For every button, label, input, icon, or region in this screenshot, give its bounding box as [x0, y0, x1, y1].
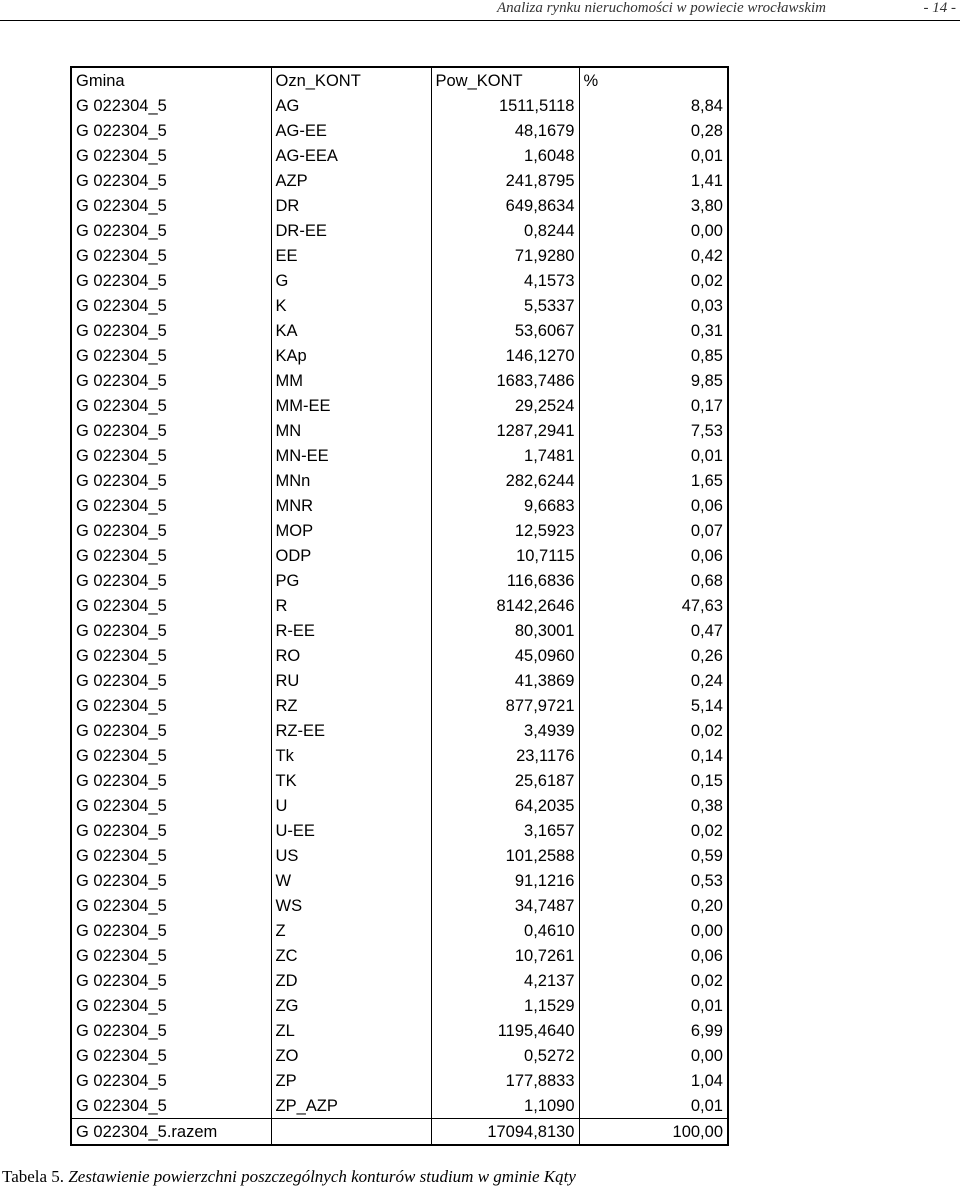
cell-percent: 9,85 — [579, 368, 728, 393]
table-row — [71, 318, 728, 343]
cell-percent: 0,01 — [579, 443, 728, 468]
cell-pow-kont: 80,3001 — [431, 618, 579, 643]
table-row — [71, 768, 728, 793]
cell-ozn-kont: ZP_AZP — [271, 1093, 431, 1119]
cell-gmina: G 022304_5 — [71, 1093, 271, 1119]
cell-gmina: G 022304_5 — [71, 868, 271, 893]
cell-percent: 8,84 — [579, 93, 728, 118]
cell-gmina: G 022304_5 — [71, 168, 271, 193]
page-number: - 14 - — [923, 0, 956, 16]
cell-gmina: G 022304_5 — [71, 293, 271, 318]
cell-pow-kont: 0,5272 — [431, 1043, 579, 1068]
table-row — [71, 168, 728, 193]
cell-pow-kont: 1195,4640 — [431, 1018, 579, 1043]
cell-percent: 0,85 — [579, 343, 728, 368]
cell-percent: 0,02 — [579, 268, 728, 293]
cell-percent: 0,06 — [579, 943, 728, 968]
caption-label: Tabela 5. — [2, 1167, 65, 1186]
cell-pow-kont: 48,1679 — [431, 118, 579, 143]
cell-pow-kont: 17094,8130 — [431, 1119, 579, 1146]
cell-gmina: G 022304_5 — [71, 593, 271, 618]
cell-pow-kont: 53,6067 — [431, 318, 579, 343]
table-row — [71, 868, 728, 893]
cell-pow-kont: 177,8833 — [431, 1068, 579, 1093]
cell-pow-kont: 877,9721 — [431, 693, 579, 718]
cell-percent: 0,15 — [579, 768, 728, 793]
cell-ozn-kont: MNn — [271, 468, 431, 493]
table-row — [71, 268, 728, 293]
cell-percent: 1,04 — [579, 1068, 728, 1093]
table-row — [71, 343, 728, 368]
cell-ozn-kont: RZ — [271, 693, 431, 718]
cell-pow-kont: 12,5923 — [431, 518, 579, 543]
table-row — [71, 1043, 728, 1068]
cell-ozn-kont: MN — [271, 418, 431, 443]
cell-ozn-kont: TK — [271, 768, 431, 793]
cell-percent: 7,53 — [579, 418, 728, 443]
cell-gmina: G 022304_5 — [71, 718, 271, 743]
table-row — [71, 293, 728, 318]
table-row — [71, 743, 728, 768]
cell-ozn-kont: DR-EE — [271, 218, 431, 243]
cell-ozn-kont: Tk — [271, 743, 431, 768]
cell-pow-kont: 1683,7486 — [431, 368, 579, 393]
cell-ozn-kont: ZD — [271, 968, 431, 993]
cell-percent: 0,59 — [579, 843, 728, 868]
cell-ozn-kont: U — [271, 793, 431, 818]
cell-ozn-kont: AG-EE — [271, 118, 431, 143]
table-row — [71, 793, 728, 818]
cell-gmina: G 022304_5 — [71, 918, 271, 943]
cell-ozn-kont: R-EE — [271, 618, 431, 643]
cell-ozn-kont — [271, 1119, 431, 1146]
table-row — [71, 1068, 728, 1093]
cell-pow-kont: 5,5337 — [431, 293, 579, 318]
cell-ozn-kont: MNR — [271, 493, 431, 518]
table-total-row — [71, 1119, 728, 1146]
cell-gmina: G 022304_5 — [71, 93, 271, 118]
cell-ozn-kont: KA — [271, 318, 431, 343]
table-row — [71, 93, 728, 118]
column-header-gmina: Gmina — [71, 67, 271, 93]
cell-pow-kont: 0,8244 — [431, 218, 579, 243]
cell-percent: 6,99 — [579, 1018, 728, 1043]
cell-pow-kont: 9,6683 — [431, 493, 579, 518]
table-row — [71, 118, 728, 143]
cell-gmina: G 022304_5 — [71, 318, 271, 343]
cell-ozn-kont: ODP — [271, 543, 431, 568]
cell-ozn-kont: MM — [271, 368, 431, 393]
cell-gmina: G 022304_5 — [71, 393, 271, 418]
table-row — [71, 593, 728, 618]
cell-percent: 0,02 — [579, 818, 728, 843]
cell-pow-kont: 23,1176 — [431, 743, 579, 768]
cell-gmina: G 022304_5 — [71, 793, 271, 818]
cell-ozn-kont: W — [271, 868, 431, 893]
table-row — [71, 568, 728, 593]
table-row — [71, 143, 728, 168]
cell-gmina: G 022304_5 — [71, 1043, 271, 1068]
contours-table — [70, 66, 729, 1146]
cell-ozn-kont: K — [271, 293, 431, 318]
table-row — [71, 693, 728, 718]
cell-gmina: G 022304_5 — [71, 693, 271, 718]
cell-pow-kont: 1287,2941 — [431, 418, 579, 443]
table-row — [71, 918, 728, 943]
cell-percent: 0,06 — [579, 543, 728, 568]
cell-pow-kont: 25,6187 — [431, 768, 579, 793]
cell-percent: 0,03 — [579, 293, 728, 318]
column-header-pow-kont: Pow_KONT — [431, 67, 579, 93]
cell-percent: 0,06 — [579, 493, 728, 518]
cell-percent: 0,28 — [579, 118, 728, 143]
cell-pow-kont: 41,3869 — [431, 668, 579, 693]
cell-pow-kont: 64,2035 — [431, 793, 579, 818]
cell-gmina: G 022304_5 — [71, 893, 271, 918]
cell-pow-kont: 29,2524 — [431, 393, 579, 418]
cell-percent: 0,01 — [579, 1093, 728, 1119]
cell-ozn-kont: WS — [271, 893, 431, 918]
cell-percent: 0,01 — [579, 143, 728, 168]
cell-gmina: G 022304_5 — [71, 343, 271, 368]
cell-pow-kont: 1,6048 — [431, 143, 579, 168]
cell-pow-kont: 146,1270 — [431, 343, 579, 368]
page-header — [0, 0, 960, 21]
cell-pow-kont: 91,1216 — [431, 868, 579, 893]
cell-gmina: G 022304_5 — [71, 143, 271, 168]
cell-percent: 0,53 — [579, 868, 728, 893]
cell-percent: 0,20 — [579, 893, 728, 918]
cell-ozn-kont: AG — [271, 93, 431, 118]
cell-ozn-kont: ZL — [271, 1018, 431, 1043]
cell-pow-kont: 3,4939 — [431, 718, 579, 743]
cell-percent: 0,31 — [579, 318, 728, 343]
table-row — [71, 1093, 728, 1119]
cell-pow-kont: 1511,5118 — [431, 93, 579, 118]
table-row — [71, 668, 728, 693]
cell-pow-kont: 45,0960 — [431, 643, 579, 668]
cell-gmina: G 022304_5 — [71, 1068, 271, 1093]
cell-percent: 0,24 — [579, 668, 728, 693]
cell-percent: 0,14 — [579, 743, 728, 768]
cell-percent: 0,47 — [579, 618, 728, 643]
cell-ozn-kont: MN-EE — [271, 443, 431, 468]
cell-percent: 0,01 — [579, 993, 728, 1018]
cell-percent: 47,63 — [579, 593, 728, 618]
cell-gmina: G 022304_5 — [71, 368, 271, 393]
cell-ozn-kont: ZO — [271, 1043, 431, 1068]
table-row — [71, 993, 728, 1018]
cell-percent: 0,42 — [579, 243, 728, 268]
cell-gmina: G 022304_5 — [71, 643, 271, 668]
cell-ozn-kont: ZP — [271, 1068, 431, 1093]
cell-pow-kont: 1,7481 — [431, 443, 579, 468]
table-row — [71, 968, 728, 993]
table-caption — [2, 1167, 576, 1187]
cell-percent: 0,02 — [579, 718, 728, 743]
cell-ozn-kont: US — [271, 843, 431, 868]
cell-gmina: G 022304_5 — [71, 543, 271, 568]
table-row — [71, 893, 728, 918]
cell-pow-kont: 241,8795 — [431, 168, 579, 193]
table-row — [71, 193, 728, 218]
cell-pow-kont: 649,8634 — [431, 193, 579, 218]
cell-percent: 0,00 — [579, 218, 728, 243]
table-row — [71, 1018, 728, 1043]
cell-gmina: G 022304_5 — [71, 843, 271, 868]
cell-ozn-kont: ZC — [271, 943, 431, 968]
cell-gmina: G 022304_5 — [71, 618, 271, 643]
cell-percent: 0,38 — [579, 793, 728, 818]
cell-ozn-kont: PG — [271, 568, 431, 593]
cell-ozn-kont: ZG — [271, 993, 431, 1018]
cell-gmina: G 022304_5 — [71, 268, 271, 293]
cell-gmina: G 022304_5 — [71, 568, 271, 593]
cell-gmina: G 022304_5 — [71, 993, 271, 1018]
cell-percent: 100,00 — [579, 1119, 728, 1146]
cell-ozn-kont: MOP — [271, 518, 431, 543]
cell-percent: 0,02 — [579, 968, 728, 993]
caption-text: Zestawienie powierzchni poszczególnych konturów studium w gminie Kąty — [68, 1167, 576, 1186]
cell-pow-kont: 3,1657 — [431, 818, 579, 843]
cell-ozn-kont: MM-EE — [271, 393, 431, 418]
cell-percent: 0,07 — [579, 518, 728, 543]
cell-percent: 0,17 — [579, 393, 728, 418]
cell-gmina: G 022304_5 — [71, 218, 271, 243]
cell-gmina: G 022304_5 — [71, 768, 271, 793]
table-row — [71, 418, 728, 443]
cell-gmina: G 022304_5 — [71, 818, 271, 843]
cell-ozn-kont: EE — [271, 243, 431, 268]
cell-gmina: G 022304_5 — [71, 443, 271, 468]
cell-ozn-kont: RZ-EE — [271, 718, 431, 743]
table-row — [71, 393, 728, 418]
table-row — [71, 718, 728, 743]
cell-pow-kont: 34,7487 — [431, 893, 579, 918]
cell-pow-kont: 282,6244 — [431, 468, 579, 493]
document-title: Analiza rynku nieruchomości w powiecie wrocławskim — [497, 0, 826, 16]
cell-ozn-kont: Z — [271, 918, 431, 943]
cell-pow-kont: 0,4610 — [431, 918, 579, 943]
cell-gmina: G 022304_5.razem — [71, 1119, 271, 1146]
table-row — [71, 543, 728, 568]
table-row — [71, 368, 728, 393]
cell-gmina: G 022304_5 — [71, 118, 271, 143]
table-row — [71, 218, 728, 243]
cell-pow-kont: 4,2137 — [431, 968, 579, 993]
cell-percent: 0,26 — [579, 643, 728, 668]
cell-ozn-kont: R — [271, 593, 431, 618]
cell-pow-kont: 4,1573 — [431, 268, 579, 293]
cell-ozn-kont: RO — [271, 643, 431, 668]
table-row — [71, 243, 728, 268]
cell-pow-kont: 1,1090 — [431, 1093, 579, 1119]
table-row — [71, 443, 728, 468]
cell-percent: 1,41 — [579, 168, 728, 193]
cell-gmina: G 022304_5 — [71, 743, 271, 768]
table-row — [71, 943, 728, 968]
cell-gmina: G 022304_5 — [71, 943, 271, 968]
cell-pow-kont: 8142,2646 — [431, 593, 579, 618]
cell-ozn-kont: G — [271, 268, 431, 293]
cell-percent: 1,65 — [579, 468, 728, 493]
table-row — [71, 518, 728, 543]
cell-gmina: G 022304_5 — [71, 968, 271, 993]
cell-gmina: G 022304_5 — [71, 468, 271, 493]
cell-pow-kont: 10,7261 — [431, 943, 579, 968]
cell-ozn-kont: AG-EEA — [271, 143, 431, 168]
cell-pow-kont: 1,1529 — [431, 993, 579, 1018]
table-row — [71, 493, 728, 518]
cell-percent: 0,68 — [579, 568, 728, 593]
cell-pow-kont: 10,7115 — [431, 543, 579, 568]
cell-ozn-kont: RU — [271, 668, 431, 693]
table-row — [71, 843, 728, 868]
cell-gmina: G 022304_5 — [71, 193, 271, 218]
cell-gmina: G 022304_5 — [71, 418, 271, 443]
cell-gmina: G 022304_5 — [71, 668, 271, 693]
cell-percent: 3,80 — [579, 193, 728, 218]
cell-ozn-kont: DR — [271, 193, 431, 218]
cell-pow-kont: 71,9280 — [431, 243, 579, 268]
cell-percent: 0,00 — [579, 918, 728, 943]
cell-ozn-kont: U-EE — [271, 818, 431, 843]
table-header-row — [71, 67, 728, 93]
cell-ozn-kont: AZP — [271, 168, 431, 193]
table-row — [71, 468, 728, 493]
cell-gmina: G 022304_5 — [71, 243, 271, 268]
table-row — [71, 818, 728, 843]
cell-gmina: G 022304_5 — [71, 493, 271, 518]
cell-percent: 5,14 — [579, 693, 728, 718]
cell-gmina: G 022304_5 — [71, 1018, 271, 1043]
table-row — [71, 643, 728, 668]
cell-pow-kont: 116,6836 — [431, 568, 579, 593]
column-header-ozn-kont: Ozn_KONT — [271, 67, 431, 93]
cell-pow-kont: 101,2588 — [431, 843, 579, 868]
column-header-percent: % — [579, 67, 728, 93]
cell-percent: 0,00 — [579, 1043, 728, 1068]
cell-ozn-kont: KAp — [271, 343, 431, 368]
table-row — [71, 618, 728, 643]
cell-gmina: G 022304_5 — [71, 518, 271, 543]
